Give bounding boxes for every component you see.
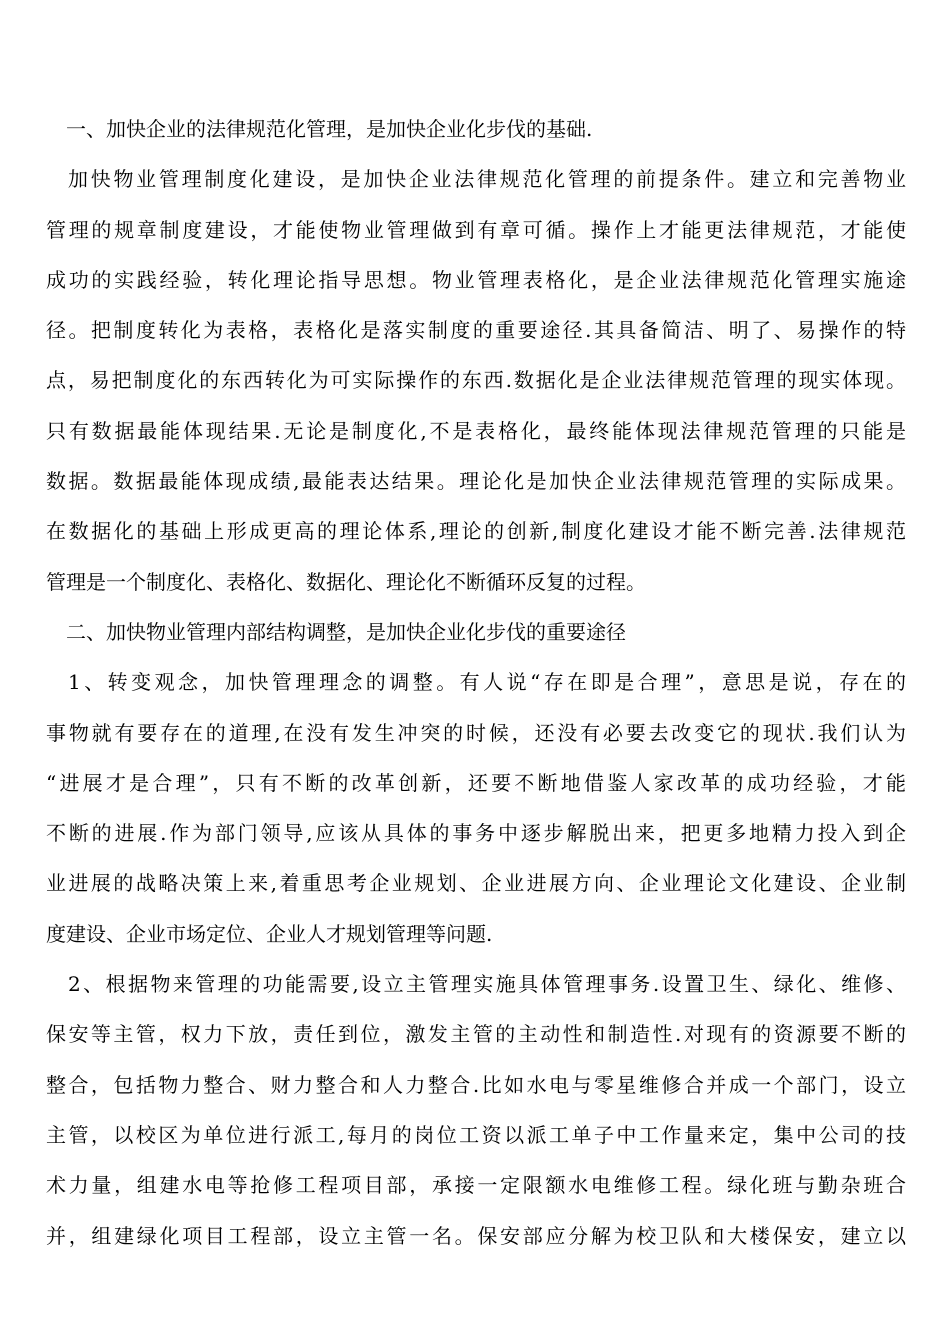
text-line: 保安等主管，权力下放，责任到位，激发主管的主动性和制造性.对现有的资源要不断的 — [46, 1022, 906, 1047]
text-line: 术力量，组建水电等抢修工程项目部，承接一定限额水电维修工程。绿化班与勤杂班合 — [46, 1173, 906, 1198]
text-line: 1、转变观念，加快管理理念的调整。有人说“存在即是合理”，意思是说，存在的 — [68, 670, 906, 695]
document-body — [46, 104, 906, 1261]
text-line: 管理是一个制度化、表格化、数据化、理论化不断循环反复的过程。 — [46, 569, 646, 594]
text-line: 主管，以校区为单位进行派工,每月的岗位工资以派工单子中工作量来定，集中公司的技 — [46, 1122, 906, 1147]
text-line: 加快物业管理制度化建设，是加快企业法律规范化管理的前提条件。建立和完善物业 — [68, 167, 906, 192]
text-line: 业进展的战略决策上来,着重思考企业规划、企业进展方向、企业理论文化建设、企业制 — [46, 871, 906, 896]
text-line: 径。把制度转化为表格，表格化是落实制度的重要途径.其具备简洁、明了、易操作的特 — [46, 318, 906, 343]
text-line: 度建设、企业市场定位、企业人才规划管理等问题. — [46, 921, 493, 946]
text-line: 2、根据物来管理的功能需要,设立主管理实施具体管理事务.设置卫生、绿化、维修、 — [68, 972, 906, 997]
text-line: 二、加快物业管理内部结构调整，是加快企业化步伐的重要途径 — [66, 619, 626, 644]
text-line: 管理的规章制度建设，才能使物业管理做到有章可循。操作上才能更法律规范，才能使 — [46, 217, 906, 242]
text-line: 只有数据最能体现结果.无论是制度化,不是表格化，最终能体现法律规范管理的只能是 — [46, 418, 906, 443]
text-line: 数据。数据最能体现成绩,最能表达结果。理论化是加快企业法律规范管理的实际成果。 — [46, 469, 906, 494]
text-line: 在数据化的基础上形成更高的理论体系,理论的创新,制度化建设才能不断完善.法律规范 — [46, 519, 906, 544]
text-line: “进展才是合理”，只有不断的改革创新，还要不断地借鉴人家改革的成功经验，才能 — [46, 770, 906, 795]
text-line: 点，易把制度化的东西转化为可实际操作的东西.数据化是企业法律规范管理的现实体现。 — [46, 368, 906, 393]
text-line: 事物就有要存在的道理,在没有发生冲突的时候，还没有必要去改变它的现状.我们认为 — [46, 720, 906, 745]
text-line: 成功的实践经验，转化理论指导思想。物业管理表格化，是企业法律规范化管理实施途 — [46, 267, 906, 292]
text-line: 整合，包括物力整合、财力整合和人力整合.比如水电与零星维修合并成一个部门，设立 — [46, 1072, 906, 1097]
text-line: 并，组建绿化项目工程部，设立主管一名。保安部应分解为校卫队和大楼保安，建立以 — [46, 1223, 906, 1248]
text-line: 不断的进展.作为部门领导,应该从具体的事务中逐步解脱出来，把更多地精力投入到企 — [46, 821, 906, 846]
text-line: 一、加快企业的法律规范化管理，是加快企业化步伐的基础. — [66, 117, 593, 141]
